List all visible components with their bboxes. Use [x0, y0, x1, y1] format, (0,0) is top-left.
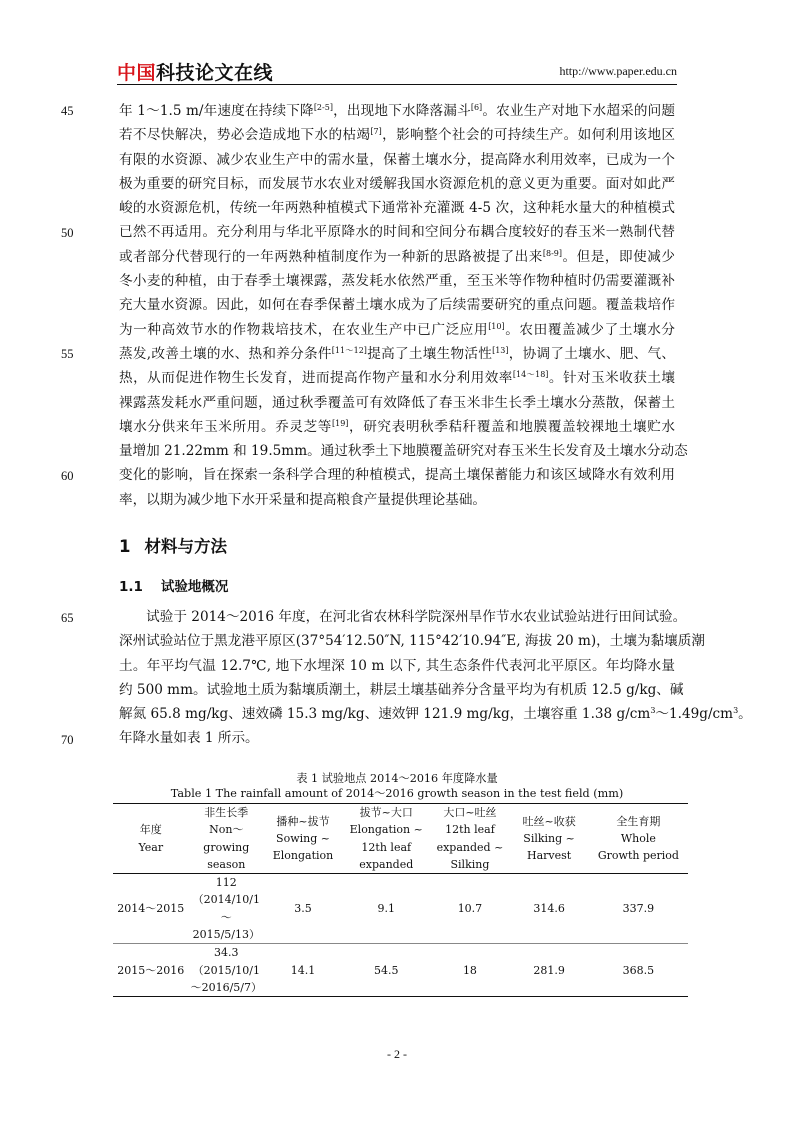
text-run: 深州试验站位于黑龙港平原区(37°54′12.50″N, 115°42′10.94″E, 海拔 20 m)，土壤为黏壤质潮 — [119, 633, 705, 650]
text-run: 裸露蒸发耗水严重问题，通过秋季覆盖可有效降低了春玉米非生长季土壤水分蒸散，保蓄土 — [119, 394, 675, 411]
text-run: 壤水分供来年玉米所用。乔灵芝等 — [119, 418, 332, 435]
text-run: ，出现地下水降落漏斗 — [332, 103, 471, 119]
text-line — [119, 415, 675, 439]
text-line — [119, 245, 675, 269]
text-run: 已然不再适用。充分利用与华北平原降水的时间和空间分布耦合度较好的春玉米一熟制代替 — [119, 224, 675, 241]
cell-year: 2014～2015 — [117, 902, 185, 916]
text-line — [119, 629, 705, 653]
text-line — [119, 293, 675, 317]
col-header-nongrowing — [189, 804, 264, 874]
text-line — [119, 123, 675, 147]
text-run: 解氮 65.8 mg/kg、速效磷 15.3 mg/kg、速效钾 121.9 mg/kg，土壤容重 1.38 g/cm — [119, 706, 651, 723]
header-text: 大口~吐丝 — [443, 806, 497, 819]
cell-sowing: 14.1 — [290, 963, 316, 977]
text-run: 年降水量如表 1 所示。 — [119, 730, 259, 747]
citation[interactable]: [10] — [488, 321, 505, 331]
text-run: 若不尽快解决，势必会造成地下水的枯竭 — [119, 127, 371, 144]
header-text: Non～ — [209, 823, 244, 837]
subsection-heading: 1.1 试验地概况 — [119, 579, 229, 595]
line-number: 55 — [61, 347, 74, 361]
text-run: 蒸发,改善土壤的水、热和养分条件 — [119, 345, 332, 362]
header-text: 年度 — [139, 823, 162, 837]
header-text: 拔节~大口 — [359, 806, 413, 819]
col-header-whole — [589, 804, 688, 874]
header-text: expanded ~ — [436, 840, 504, 854]
header-text: 12th leaf — [361, 840, 412, 854]
text-run: 。 — [738, 706, 752, 723]
text-line — [119, 678, 684, 702]
text-line — [119, 702, 752, 726]
text-line — [119, 488, 675, 512]
section-heading: 1 材料与方法 — [119, 537, 227, 556]
cell-silking: 281.9 — [533, 963, 565, 977]
cell-leaf: 10.7 — [457, 902, 483, 916]
text-run: ，协调了土壤水、肥、气、 — [508, 345, 676, 362]
text-line — [119, 318, 675, 342]
citation[interactable]: [19] — [332, 418, 349, 428]
cell-whole: 368.5 — [622, 963, 655, 977]
cell-whole: 337.9 — [622, 902, 655, 916]
header-text: Year — [138, 840, 164, 854]
header-text: growing — [203, 840, 250, 854]
header-text: Whole — [620, 831, 656, 845]
col-header-year — [113, 804, 189, 874]
line-number: 70 — [61, 733, 74, 747]
text-run: 为一种高效节水的作物栽培技术，在农业生产中已广泛应用 — [119, 321, 489, 338]
line-number: 65 — [61, 611, 74, 625]
header-text: Elongation — [272, 849, 334, 863]
header-text: 播种~拔节 — [276, 814, 330, 828]
text-line — [119, 148, 675, 172]
header-text: 吐丝~收获 — [522, 814, 576, 828]
header-text: expanded — [359, 857, 414, 871]
header-text: 全生育期 — [616, 814, 661, 828]
text-line — [119, 269, 675, 293]
header-text: Silking ~ — [523, 831, 575, 845]
text-run: 年 1～1.5 m/年速度在持续下降 — [119, 103, 314, 119]
journal-url[interactable]: http://www.paper.edu.cn — [559, 64, 677, 78]
journal-logo: 中国科技论文在线 — [117, 62, 274, 84]
text-run: 有限的水资源、减少农业生产中的需水量，保蓄土壤水分，提高降水利用效率，已成为一个 — [119, 151, 675, 168]
header-divider — [117, 84, 677, 85]
citation[interactable]: [2-5] — [313, 103, 333, 112]
citation[interactable]: [8-9] — [542, 248, 562, 258]
text-run: 变化的影响，旨在探索一条科学合理的种植模式，提高土壤保蓄能力和该区域降水有效利用 — [119, 467, 675, 484]
cell-elongation: 54.5 — [374, 963, 399, 977]
table-row — [113, 874, 688, 944]
text-line — [119, 220, 675, 244]
text-line — [119, 726, 675, 750]
text-line — [119, 439, 688, 463]
text-run: 。农业生产对地下水超采的问题 — [482, 103, 675, 119]
exponent: 3 — [650, 706, 656, 716]
text-run: ～1.49g/cm — [655, 706, 734, 723]
text-run: ，研究表明秋季秸秆覆盖和地膜覆盖较裸地土壤贮水 — [348, 418, 676, 435]
text-line — [119, 391, 675, 415]
text-run: 或者部分代替现行的一年两熟种植制度作为一种新的思路被提了出来 — [119, 248, 543, 265]
header-text: 12th leaf — [445, 823, 495, 837]
table-header-row — [113, 804, 688, 874]
text-line — [119, 172, 675, 196]
exponent: 3 — [733, 706, 739, 716]
citation[interactable]: [7] — [370, 127, 382, 137]
col-header-silking — [509, 804, 588, 874]
line-number: 60 — [61, 469, 74, 483]
text-line — [119, 99, 675, 123]
page-number: - 2 - — [387, 1047, 407, 1061]
text-run: 土。年平均气温 12.7℃, 地下水埋深 10 m 以下, 其生态条件代表河北平原区。年均降水量 — [119, 657, 675, 674]
text-run: 热，从而促进作物生长发育，进而提高作物产量和水分利用效率 — [119, 370, 513, 387]
col-header-leaf — [430, 804, 509, 874]
header-text: season — [207, 857, 246, 871]
page-header — [117, 58, 677, 84]
table-caption-cn: 表 1 试验地点 2014～2016 年度降水量 — [296, 772, 498, 785]
col-header-elongation — [342, 804, 430, 874]
citation[interactable]: [11～12] — [331, 345, 367, 355]
table-row — [113, 944, 688, 997]
intro-paragraph — [119, 99, 688, 512]
text-run: 峻的水资源危机，传统一年两熟种植模式下通常补充灌溉 4-5 次，这种耗水量大的种植模式 — [119, 200, 675, 217]
rainfall-table — [113, 803, 688, 997]
text-run: 。但是，即使减少 — [561, 248, 676, 265]
site-paragraph — [119, 605, 752, 751]
text-run: 充大量水资源。因此，如何在春季保蓄土壤水成为了后续需要研究的重点问题。覆盖栽培作 — [119, 297, 675, 314]
text-run: 提高了土壤生物活性 — [366, 345, 493, 362]
text-run: 。农田覆盖减少了土壤水分 — [504, 321, 676, 338]
text-run: 极为重要的研究目标，而发展节水农业对缓解我国水资源危机的意义更为重要。面对如此严 — [119, 175, 675, 192]
cell-leaf: 18 — [462, 963, 477, 977]
header-text: Silking — [450, 857, 490, 871]
cell-nongrowing: 34.3 （2015/10/1 ～2016/5/7） — [190, 946, 262, 994]
text-line — [119, 196, 675, 220]
header-text: Elongation ~ — [349, 823, 423, 837]
header-text: Harvest — [527, 849, 572, 863]
text-run: 量增加 21.22mm 和 19.5mm。通过秋季土下地膜覆盖研究对春玉米生长发育及土壤水分动态 — [119, 443, 688, 460]
cell-year: 2015～2016 — [117, 963, 185, 977]
header-text: 非生长季 — [204, 806, 249, 819]
text-line — [119, 366, 675, 390]
header-text: Growth period — [597, 849, 679, 863]
text-line — [119, 654, 675, 678]
cell-silking: 314.6 — [533, 902, 565, 916]
text-run: 约 500 mm。试验地土质为黏壤质潮土，耕层土壤基础养分含量平均为有机质 12.5 g/kg、碱 — [119, 681, 684, 698]
table-caption-en: Table 1 The rainfall amount of 2014～2016 growth season in the test field (mm) — [170, 787, 624, 800]
text-run: 冬小麦的种植，由于春季土壤裸露，蒸发耗水依然严重，至玉米等作物种植时仍需要灌溉补 — [119, 273, 675, 290]
cell-nongrowing: 112 （2014/10/1 ～2015/5/13） — [192, 876, 260, 942]
text-line — [119, 342, 675, 366]
line-number: 45 — [61, 104, 74, 118]
cell-elongation: 9.1 — [377, 902, 395, 916]
header-text: Sowing ~ — [276, 831, 330, 845]
citation[interactable]: [14～18] — [512, 370, 549, 380]
text-line — [119, 463, 675, 487]
line-number: 50 — [61, 226, 74, 240]
text-run: 率，以期为减少地下水开采量和提高粮食产量提供理论基础。 — [119, 491, 487, 508]
citation[interactable]: [13] — [492, 345, 509, 355]
text-run: 试验于 2014～2016 年度，在河北省农林科学院深州旱作节水农业试验站进行田间试验。 — [119, 609, 687, 625]
text-line — [119, 605, 687, 629]
text-run: ，影响整个社会的可持续生产。如何利用该地区 — [381, 127, 676, 144]
citation[interactable]: [6] — [470, 103, 483, 112]
text-run: 。针对玉米收获土壤 — [548, 370, 676, 387]
cell-sowing: 3.5 — [294, 902, 312, 916]
col-header-sowing — [264, 804, 342, 874]
